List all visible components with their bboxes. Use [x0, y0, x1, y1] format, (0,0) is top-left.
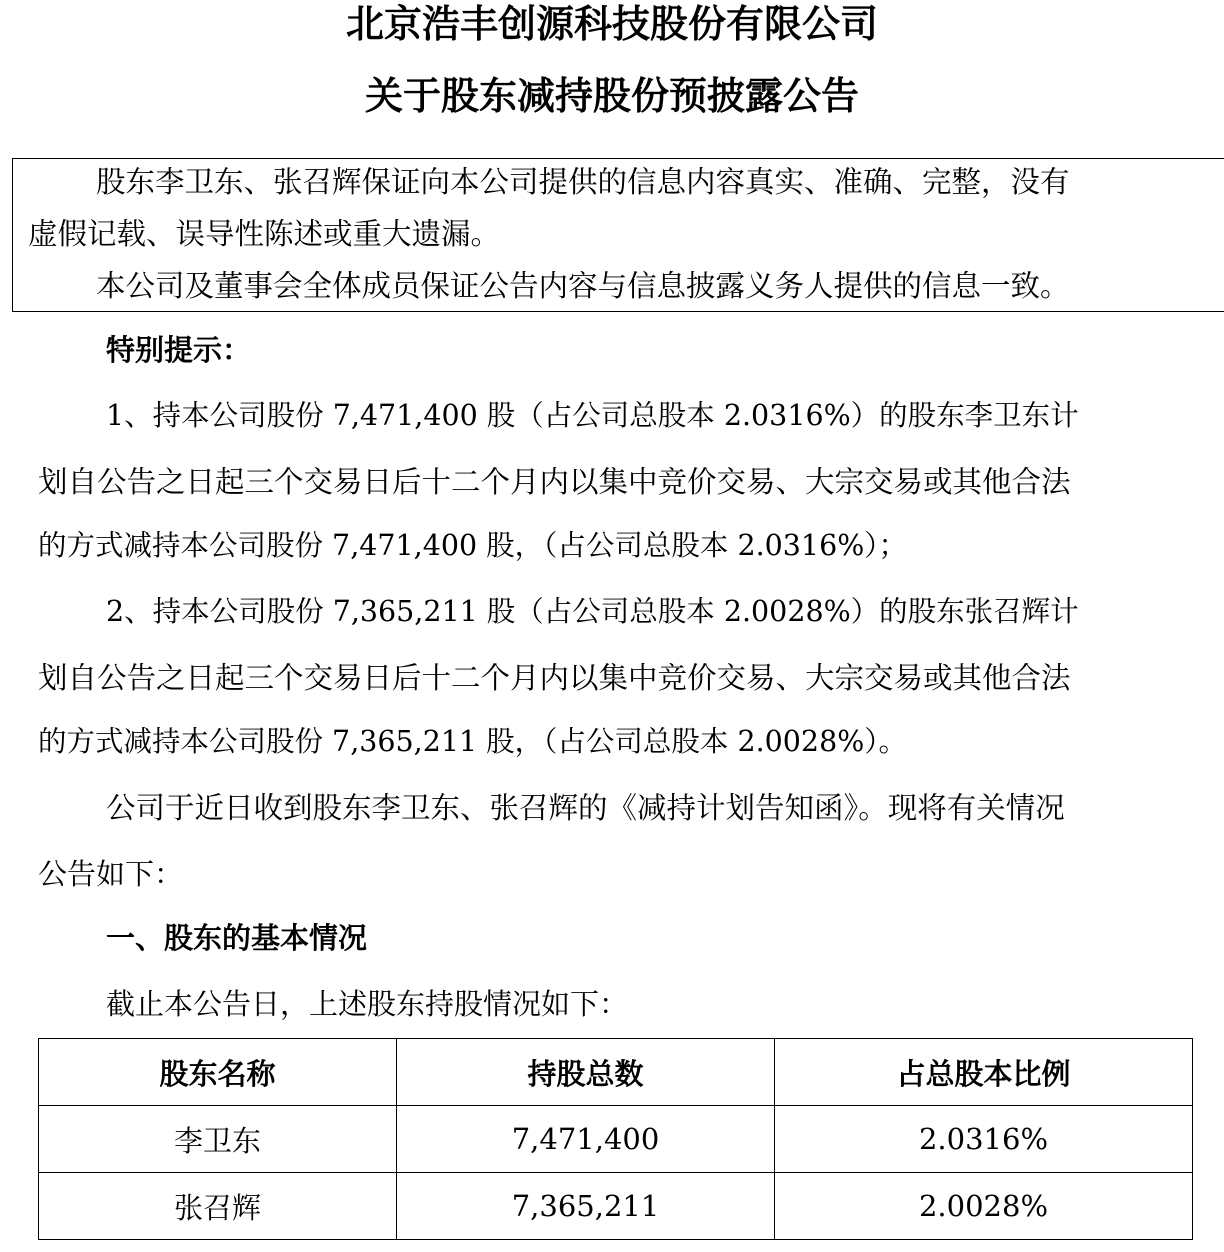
item2-line-1: 2、持本公司股份 7,365,211 股（占公司总股本 2.0028%）的股东张召辉计 [106, 595, 1079, 628]
table-header-row [39, 1039, 1193, 1106]
item1-line-1: 1、持本公司股份 7,471,400 股（占公司总股本 2.0316%）的股东李卫东计 [106, 399, 1079, 432]
section1-heading: 一、股东的基本情况 [106, 921, 368, 955]
intro-line-2: 公告如下： [38, 857, 184, 891]
cell-share-ratio: 2.0316% [775, 1106, 1193, 1173]
header-share-ratio: 占总股本比例 [775, 1039, 1193, 1106]
table-row [39, 1106, 1193, 1173]
cell-shareholder-name: 李卫东 [39, 1106, 397, 1173]
item1-line-3: 的方式减持本公司股份 7,471,400 股，（占公司总股本 2.0316%）； [38, 529, 908, 562]
holdings-table [38, 1038, 1193, 1240]
company-title: 北京浩丰创源科技股份有限公司 [345, 2, 878, 46]
announcement-title: 关于股东减持股份预披露公告 [364, 74, 859, 118]
item2-line-2: 划自公告之日起三个交易日后十二个月内以集中竞价交易、大宗交易或其他合法 [38, 661, 1071, 695]
header-shareholder-name: 股东名称 [39, 1039, 397, 1106]
header-total-shares: 持股总数 [397, 1039, 775, 1106]
cell-total-shares: 7,365,211 [397, 1173, 775, 1240]
section1-lead: 截止本公告日，上述股东持股情况如下： [106, 987, 629, 1021]
intro-line-1: 公司于近日收到股东李卫东、张召辉的《减持计划告知函》。现将有关情况 [106, 791, 1065, 825]
cell-shareholder-name: 张召辉 [39, 1173, 397, 1240]
item2-line-3: 的方式减持本公司股份 7,365,211 股，（占公司总股本 2.0028%）。 [38, 725, 908, 758]
table-row [39, 1173, 1193, 1240]
cell-share-ratio: 2.0028% [775, 1173, 1193, 1240]
item1-line-2: 划自公告之日起三个交易日后十二个月内以集中竞价交易、大宗交易或其他合法 [38, 465, 1071, 499]
notice-line-3: 本公司及董事会全体成员保证公告内容与信息披露义务人提供的信息一致。 [96, 269, 1070, 303]
cell-total-shares: 7,471,400 [397, 1106, 775, 1173]
notice-line-2: 虚假记载、误导性陈述或重大遗漏。 [28, 217, 501, 251]
notice-line-1: 股东李卫东、张召辉保证向本公司提供的信息内容真实、准确、完整，没有 [96, 165, 1070, 199]
special-notice-heading: 特别提示： [106, 333, 252, 367]
